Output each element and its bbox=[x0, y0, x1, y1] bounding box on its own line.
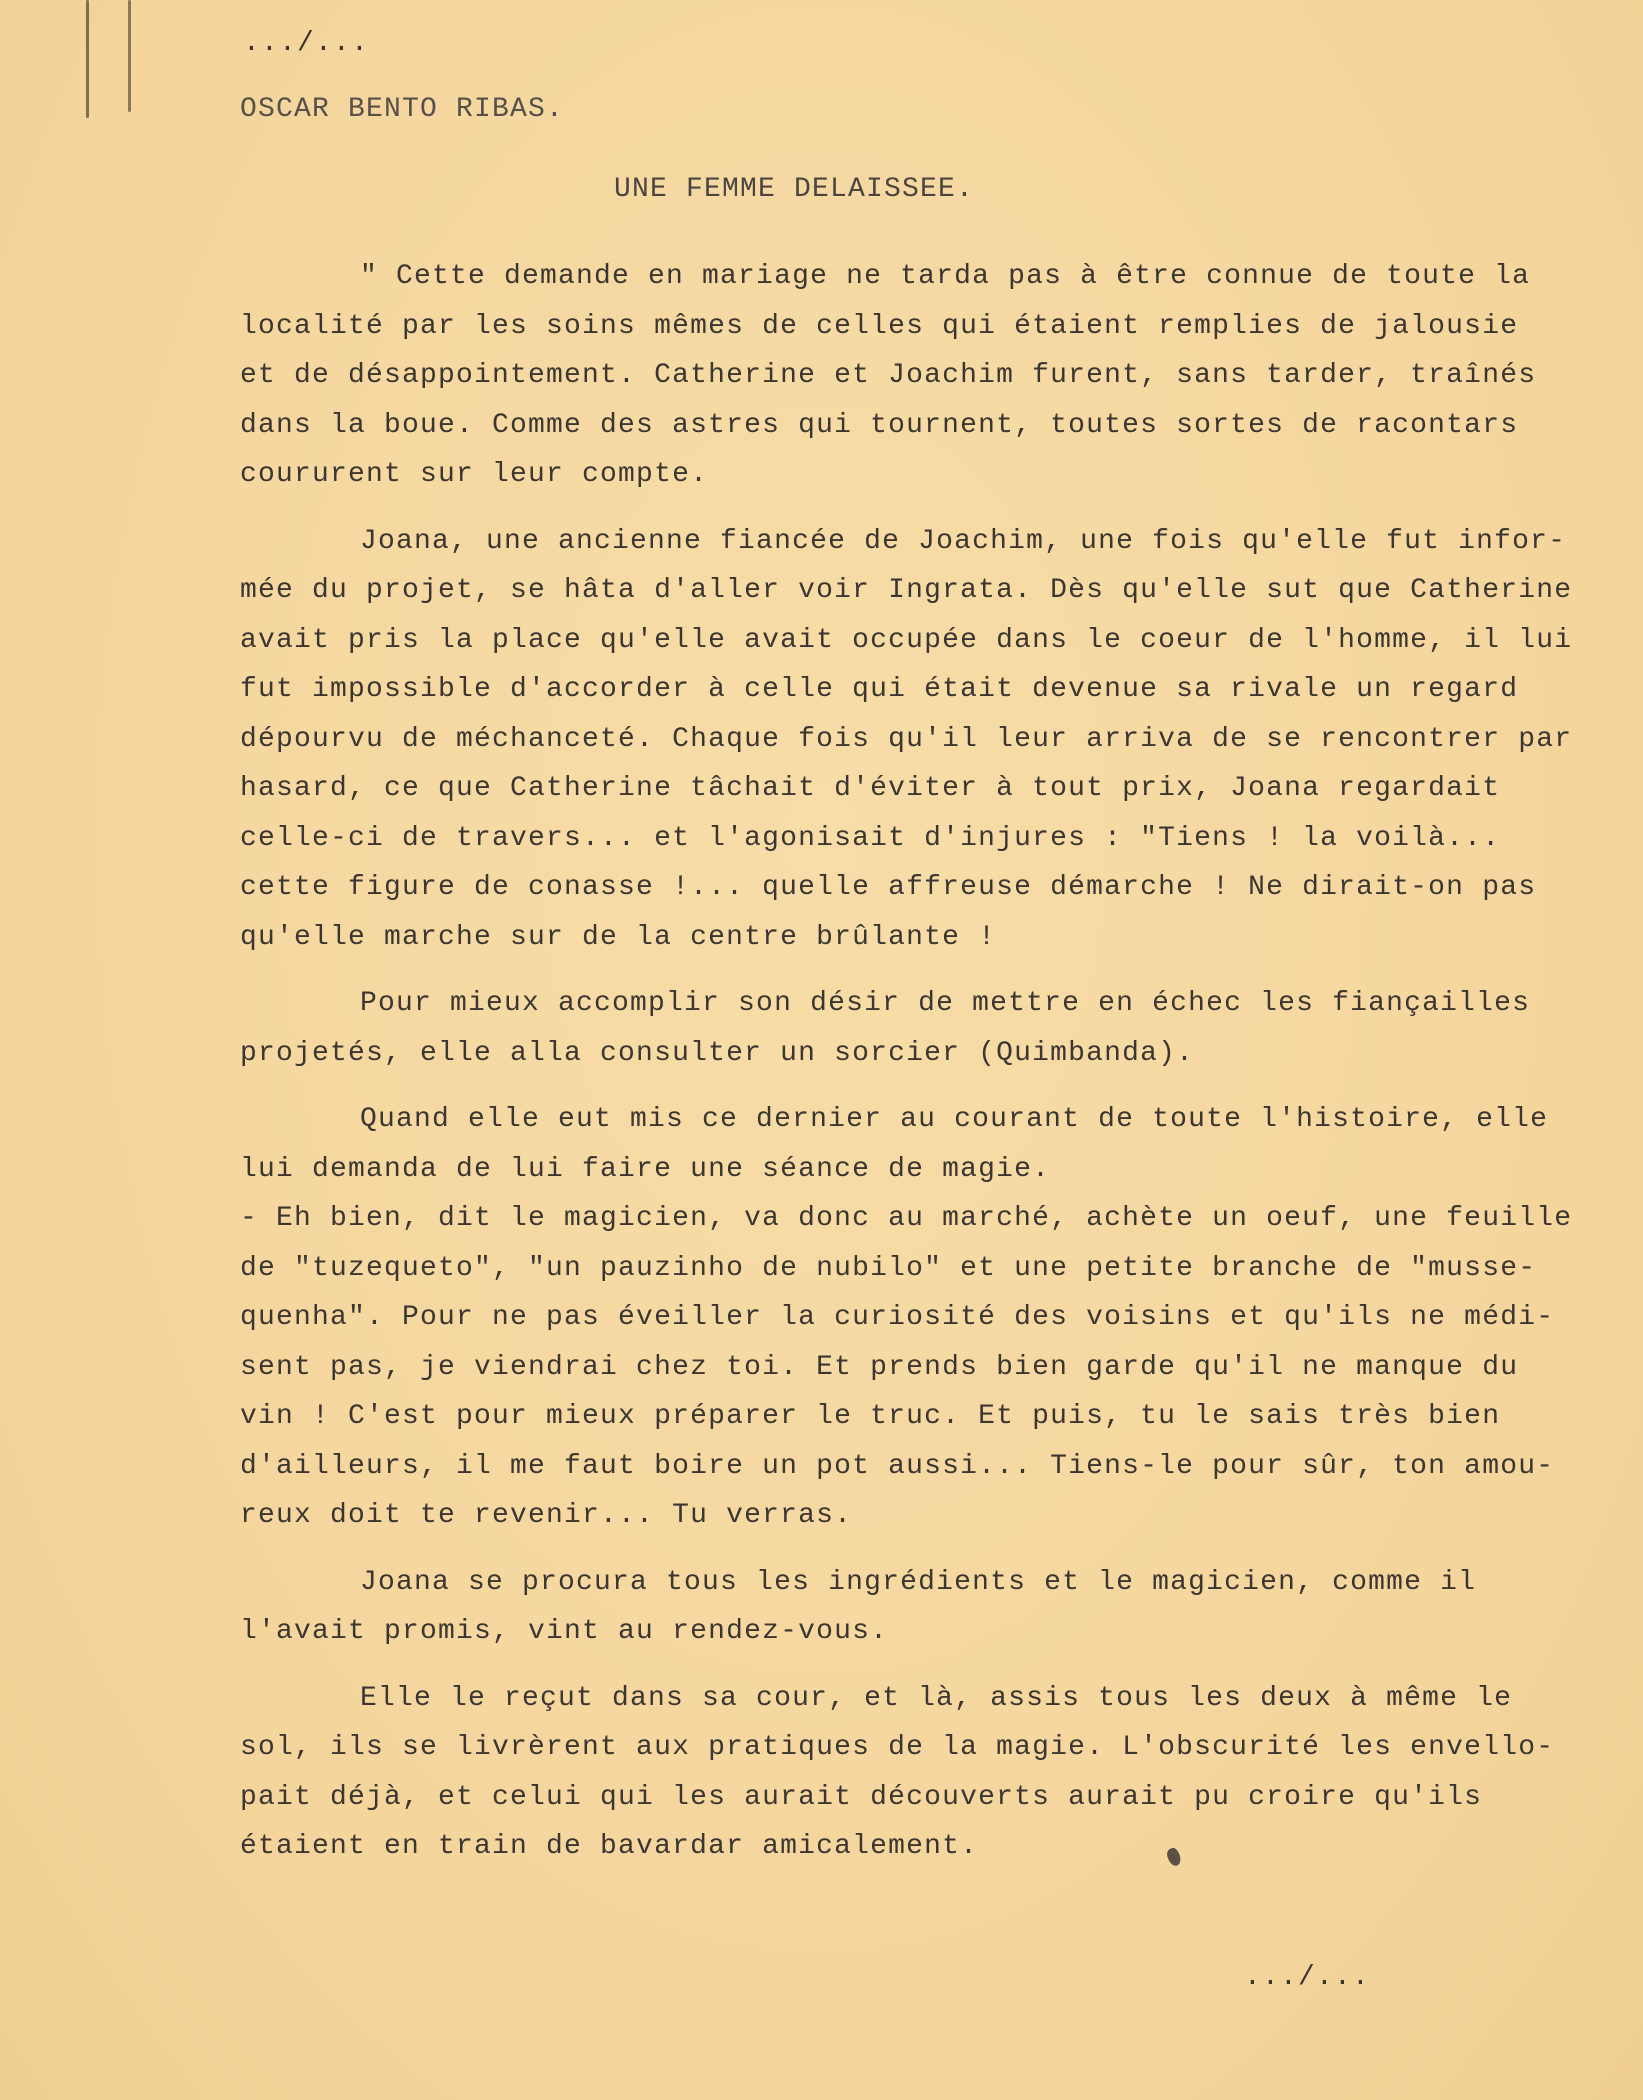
text-line: fut impossible d'accorder à celle qui était devenue sa rivale un regard bbox=[240, 674, 1519, 705]
text-line: localité par les soins mêmes de celles qui étaient remplies de jalousie bbox=[240, 310, 1519, 342]
body-text bbox=[240, 252, 1620, 1889]
text-line: dans la boue. Comme des astres qui tournent, toutes sortes de racontars bbox=[240, 409, 1519, 441]
text-line: pait déjà, et celui qui les aurait découverts aurait pu croire qu'ils bbox=[240, 1781, 1483, 1813]
text-line: Pour mieux accomplir son désir de mettre en échec les fiançailles bbox=[360, 988, 1531, 1019]
continuation-marker-bottom: .../... bbox=[1244, 1962, 1371, 1993]
text-line: l'avait promis, vint au rendez-vous. bbox=[240, 1616, 889, 1647]
text-line: celle-ci de travers... et l'agonisait d'injures : "Tiens ! la voilà... bbox=[240, 822, 1501, 854]
text-line: projetés, elle alla consulter un sorcier (Quimbanda). bbox=[240, 1037, 1195, 1069]
binder-hole-mark bbox=[128, 0, 131, 112]
text-line: Elle le reçut dans sa cour, et là, assis tous les deux à même le bbox=[360, 1682, 1513, 1714]
text-line: " Cette demande en mariage ne tarda pas à être connue de toute la bbox=[360, 261, 1531, 292]
text-line: d'ailleurs, il me faut boire un pot aussi... Tiens-le pour sûr, ton amou- bbox=[240, 1450, 1555, 1482]
text-line: - Eh bien, dit le magicien, va donc au marché, achète un oeuf, une feuille bbox=[240, 1203, 1573, 1234]
text-line: avait pris la place qu'elle avait occupée dans le coeur de l'homme, il lui bbox=[240, 624, 1573, 656]
text-line: Joana se procura tous les ingrédients et le magicien, comme il bbox=[360, 1566, 1477, 1598]
paragraph bbox=[240, 1674, 1620, 1872]
author-name: OSCAR BENTO RIBAS. bbox=[240, 94, 565, 125]
text-line: vin ! C'est pour mieux préparer le truc. Et puis, tu le sais très bien bbox=[240, 1401, 1501, 1432]
paragraph bbox=[240, 517, 1620, 963]
paragraph bbox=[240, 252, 1620, 500]
text-line: dépourvu de méchanceté. Chaque fois qu'il leur arriva de se rencontrer par bbox=[240, 723, 1573, 755]
text-line: coururent sur leur compte. bbox=[240, 459, 709, 490]
text-line: cette figure de conasse !... quelle affreuse démarche ! Ne dirait-on pas bbox=[240, 872, 1537, 903]
paragraph bbox=[240, 1558, 1620, 1657]
text-line: quenha". Pour ne pas éveiller la curiosité des voisins et qu'ils ne médi- bbox=[240, 1302, 1555, 1333]
text-line: sent pas, je viendrai chez toi. Et prends bien garde qu'il ne manque du bbox=[240, 1351, 1519, 1383]
continuation-marker-top: .../... bbox=[243, 28, 370, 59]
text-line: Quand elle eut mis ce dernier au courant de toute l'histoire, elle bbox=[360, 1104, 1549, 1135]
text-line: Joana, une ancienne fiancée de Joachim, une fois qu'elle fut infor- bbox=[360, 525, 1567, 557]
text-line: hasard, ce que Catherine tâchait d'éviter à tout prix, Joana regardait bbox=[240, 773, 1501, 804]
text-line: lui demanda de lui faire une séance de magie. bbox=[240, 1153, 1051, 1185]
paragraph bbox=[240, 979, 1620, 1078]
document-title: UNE FEMME DELAISSEE. bbox=[614, 174, 975, 205]
text-line: mée du projet, se hâta d'aller voir Ingrata. Dès qu'elle sut que Catherine bbox=[240, 575, 1573, 606]
text-line: et de désappointement. Catherine et Joachim furent, sans tarder, traînés bbox=[240, 360, 1537, 391]
binder-hole-mark bbox=[86, 0, 89, 118]
paragraph bbox=[240, 1095, 1620, 1541]
text-line: étaient en train de bavardar amicalement. bbox=[240, 1831, 979, 1862]
text-line: reux doit te revenir... Tu verras. bbox=[240, 1500, 853, 1531]
text-line: de "tuzequeto", "un pauzinho de nubilo" et une petite branche de "musse- bbox=[240, 1252, 1537, 1284]
text-line: sol, ils se livrèrent aux pratiques de la magie. L'obscurité les envello- bbox=[240, 1732, 1555, 1763]
text-line: qu'elle marche sur de la centre brûlante ! bbox=[240, 921, 997, 953]
